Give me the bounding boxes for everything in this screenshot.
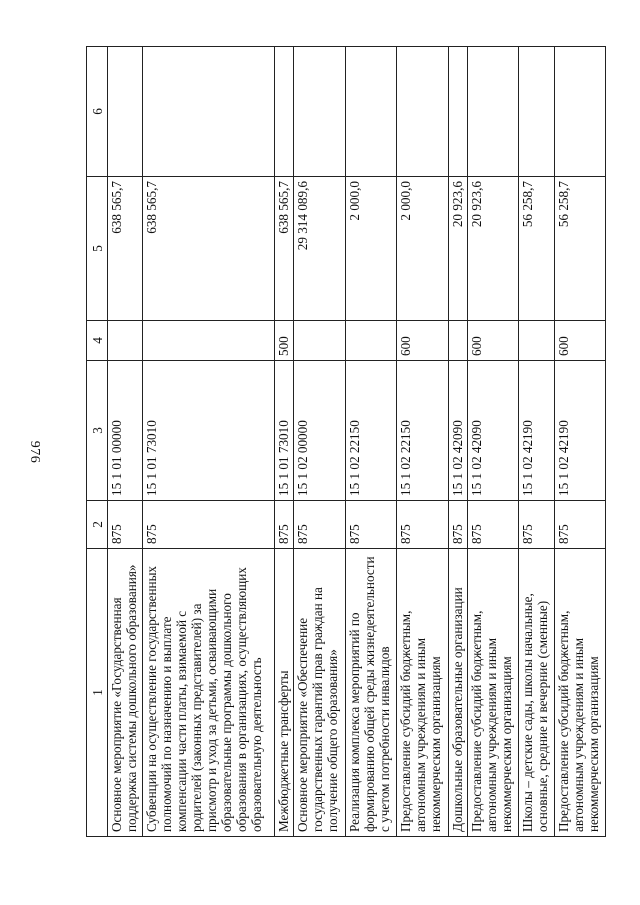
- row-extra: [275, 47, 294, 177]
- table-row: [554, 47, 605, 837]
- row-code: 875: [519, 501, 554, 549]
- row-name: Реализация комплекса мероприятий по формированию общей среды жизнедеятельности с учетом потребности инвалидов: [345, 549, 396, 837]
- row-extra: [448, 47, 467, 177]
- row-name: Школы – детские сады, школы начальные, основные, средние и вечерние (сменные): [519, 549, 554, 837]
- row-vr: 500: [275, 321, 294, 361]
- table-row: [108, 47, 143, 837]
- row-extra: [108, 47, 143, 177]
- row-name: Субвенции на осуществление государственных полномочий по назначению и выплате компенсации части платы, взимаемой с родителей (законных представителей) за присмотр и уход за детьми, осваивающими образовательные программы дошкольного образования в организациях, осуществляющих образовательную деятельность: [143, 549, 275, 837]
- row-name: Предоставление субсидий бюджетным, автономным учреждениям и иным некоммерческим организациям: [554, 549, 605, 837]
- row-kcsr: 15 1 02 22150: [397, 361, 448, 501]
- row-sum: 56 258,7: [554, 177, 605, 321]
- row-extra: [554, 47, 605, 177]
- row-kcsr: 15 1 02 42090: [467, 361, 518, 501]
- row-name: Предоставление субсидий бюджетным, автономным учреждениям и иным некоммерческим организациям: [397, 549, 448, 837]
- header-cell: 4: [87, 321, 108, 361]
- row-code: 875: [143, 501, 275, 549]
- header-cell: 2: [87, 501, 108, 549]
- row-name: Основное мероприятие «Государственная поддержка системы дошкольного образования»: [108, 549, 143, 837]
- row-vr: [519, 321, 554, 361]
- row-extra: [519, 47, 554, 177]
- row-vr: [143, 321, 275, 361]
- row-vr: [294, 321, 345, 361]
- row-kcsr: 15 1 01 73010: [143, 361, 275, 501]
- row-extra: [397, 47, 448, 177]
- row-kcsr: 15 1 02 42190: [554, 361, 605, 501]
- table-row: [448, 47, 467, 837]
- header-cell: 3: [87, 361, 108, 501]
- row-extra: [143, 47, 275, 177]
- row-code: 875: [467, 501, 518, 549]
- row-name: Основное мероприятие «Обеспечение государственных гарантий прав граждан на получение общего образования»: [294, 549, 345, 837]
- row-extra: [467, 47, 518, 177]
- row-kcsr: 15 1 02 42090: [448, 361, 467, 501]
- row-sum: 2 000,0: [397, 177, 448, 321]
- row-vr: 600: [554, 321, 605, 361]
- row-vr: [108, 321, 143, 361]
- table-row: [519, 47, 554, 837]
- table-row: [294, 47, 345, 837]
- header-row: [87, 47, 108, 837]
- row-sum: 638 565,7: [143, 177, 275, 321]
- row-sum: 29 314 089,6: [294, 177, 345, 321]
- row-code: 875: [397, 501, 448, 549]
- row-code: 875: [345, 501, 396, 549]
- rotated-table-container: [86, 47, 606, 837]
- row-sum: 638 565,7: [275, 177, 294, 321]
- row-kcsr: 15 1 02 00000: [294, 361, 345, 501]
- table-row: [397, 47, 448, 837]
- row-vr: [345, 321, 396, 361]
- header-cell: 5: [87, 177, 108, 321]
- row-vr: 600: [397, 321, 448, 361]
- row-sum: 20 923,6: [467, 177, 518, 321]
- row-sum: 56 258,7: [519, 177, 554, 321]
- row-kcsr: 15 1 02 42190: [519, 361, 554, 501]
- table-row: [275, 47, 294, 837]
- row-sum: 2 000,0: [345, 177, 396, 321]
- row-kcsr: 15 1 01 73010: [275, 361, 294, 501]
- row-sum: 638 565,7: [108, 177, 143, 321]
- table-row: [467, 47, 518, 837]
- header-cell: 6: [87, 47, 108, 177]
- row-code: 875: [554, 501, 605, 549]
- row-sum: 20 923,6: [448, 177, 467, 321]
- row-code: 875: [448, 501, 467, 549]
- row-name: Предоставление субсидий бюджетным, автономным учреждениям и иным некоммерческим организациям: [467, 549, 518, 837]
- row-code: 875: [294, 501, 345, 549]
- row-kcsr: 15 1 02 22150: [345, 361, 396, 501]
- page-number: 976: [27, 440, 42, 464]
- row-code: 875: [275, 501, 294, 549]
- row-vr: 600: [467, 321, 518, 361]
- row-extra: [294, 47, 345, 177]
- budget-table: [86, 46, 606, 837]
- table-row: [345, 47, 396, 837]
- row-kcsr: 15 1 01 00000: [108, 361, 143, 501]
- table-row: [143, 47, 275, 837]
- row-extra: [345, 47, 396, 177]
- row-name: Межбюджетные трансферты: [275, 549, 294, 837]
- header-cell: 1: [87, 549, 108, 837]
- row-name: Дошкольные образовательные организации: [448, 549, 467, 837]
- row-code: 875: [108, 501, 143, 549]
- row-vr: [448, 321, 467, 361]
